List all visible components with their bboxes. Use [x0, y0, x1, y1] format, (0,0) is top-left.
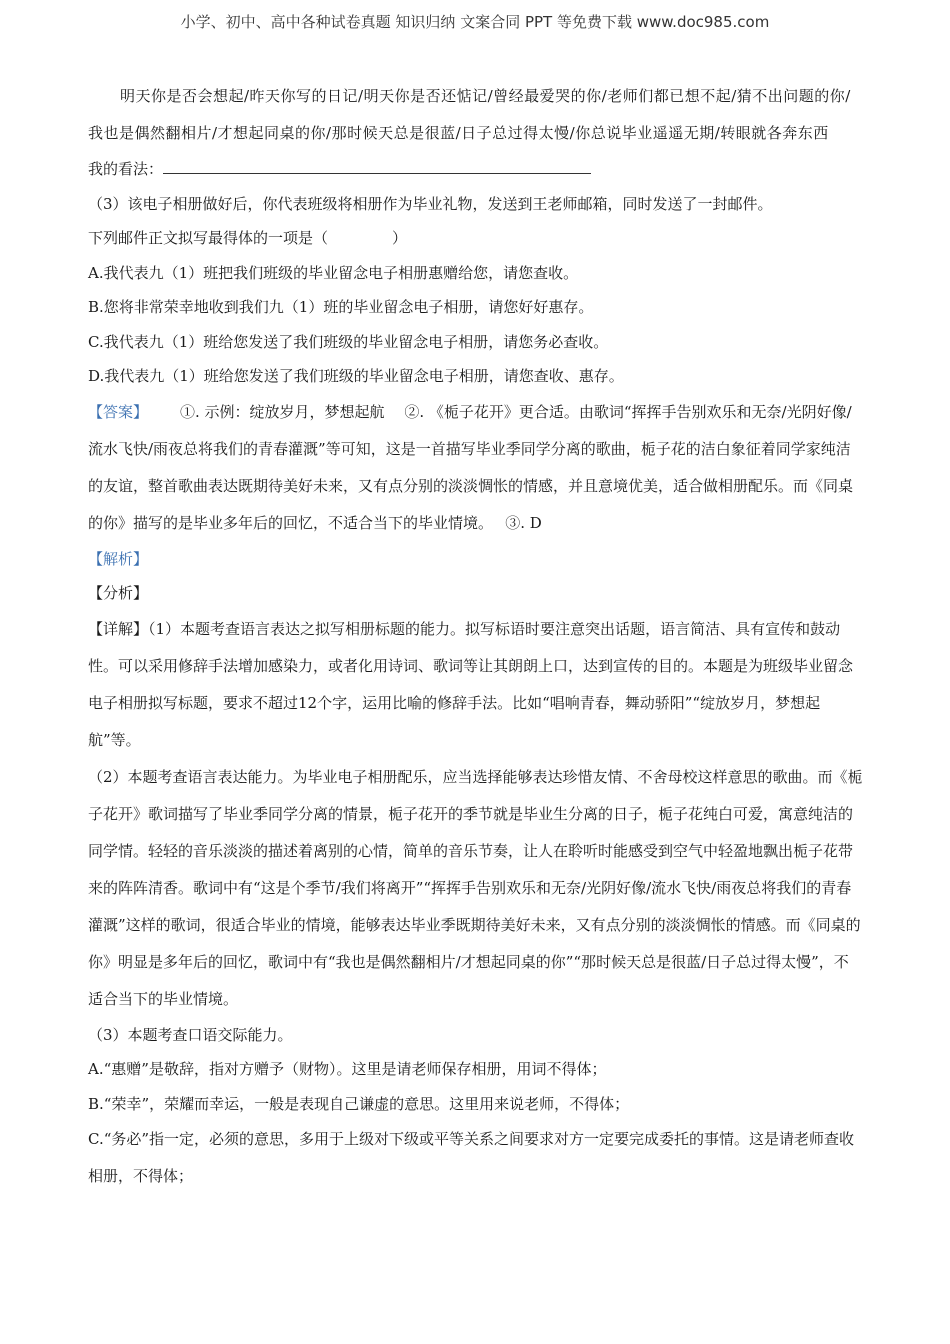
detail-3-item-a: A.“惠赠”是敬辞，指对方赠予（财物）。这里是请老师保存相册，用词不得体；	[88, 1060, 607, 1078]
question-3-close-paren: ）	[392, 229, 408, 247]
question-3-prompt: 下列邮件正文拟写最得体的一项是（	[88, 229, 329, 247]
detail-part-3-heading: （3）本题考查口语交际能力。	[88, 1025, 293, 1044]
document-body	[88, 78, 863, 1195]
option-a: A.我代表九（1）班把我们班级的毕业留念电子相册惠赠给您，请您查收。	[88, 263, 579, 282]
page-header: 小学、初中、高中各种试卷真题 知识归纳 文案合同 PPT 等免费下载 www.doc985.com	[180, 13, 770, 31]
detail-label: 【详解】	[88, 619, 149, 638]
detail-part-1	[88, 611, 863, 759]
option-d: D.我代表九（1）班给您发送了我们班级的毕业留念电子相册，请您查收、惠存。	[88, 367, 624, 385]
detail-part-2: （2）本题考查语言表达能力。为毕业电子相册配乐，应当选择能够表达珍惜友情、不舍母校这样意思的歌曲。而《栀子花开》歌词描写了毕业季同学分离的情景，栀子花开的季节就是毕业生分离的日子，栀子花纯白可爱，寓意纯洁的同学情。轻轻的音乐淡淡的描述着离别的心情，简单的音乐节奏，让人在聆听时能感受到空气中轻盈地飘出栀子花带来的阵阵清香。歌词中有“这是个季节/我们将离开”“挥挥手告别欢乐和无奈/光阴好像/流水飞快/雨夜总将我们的青春灌溉”这样的歌词，很适合毕业的情境，能够表达毕业季既期待美好未来，又有点分别的淡淡惆怅的情感。而《同桌的你》明显是多年后的回忆，歌词中有“我也是偶然翻相片/才想起同桌的你”“那时候天总是很蓝/日子总过得太慢”，不适合当下的毕业情境。	[88, 767, 863, 1008]
detail-3-item-b: B.“荣幸”，荣耀而幸运，一般是表现自己谦虚的意思。这里用来说老师，不得体；	[88, 1094, 630, 1113]
detail-1-text: （1）本题考查语言表达之拟写相册标题的能力。拟写标语时要注意突出话题，语言简洁、具有宣传和鼓动性。可以采用修辞手法增加感染力，或者化用诗词、歌词等让其朗朗上口，达到宣传的目的。本题是为班级毕业留念电子相册拟写标题，要求不超过12个字，运用比喻的修辞手法。比如“唱响青春，舞动骄阳”“绽放岁月，梦想起航”等。	[88, 619, 854, 749]
answer-blank	[163, 157, 591, 174]
analysis-subheading: 【分析】	[88, 584, 149, 602]
option-c: C.我代表九（1）班给您发送了我们班级的毕业留念电子相册，请您务必查收。	[88, 332, 609, 351]
detail-3-item-c: C.“务必”指一定，必须的意思，多用于上级对下级或平等关系之间要求对方一定要完成委托的事情。这是请老师查收相册，不得体；	[88, 1130, 855, 1185]
question-3-line-2	[88, 221, 863, 256]
answer-block	[88, 394, 863, 542]
view-line	[88, 152, 863, 187]
option-b: B.您将非常荣幸地收到我们九（1）班的毕业留念电子相册，请您好好惠存。	[88, 298, 594, 316]
analysis-label: 【解析】	[88, 549, 149, 568]
lyrics-passage: 明天你是否会想起/昨天你写的日记/明天你是否还惦记/曾经最爱哭的你/老师们都已想不起/猜不出问题的你/我也是偶然翻相片/才想起同桌的你/那时候天总是很蓝/日子总过得太慢/你总说毕业遥遥无期/转眼就各奔东西	[88, 87, 851, 142]
answer-label: 【答案】	[88, 402, 149, 421]
question-3-line-1: （3）该电子相册做好后，你代表班级将相册作为毕业礼物，发送到王老师邮箱，同时发送了一封邮件。	[88, 194, 773, 213]
answer-text: ①. 示例：绽放岁月，梦想起航 ②. 《栀子花开》更合适。由歌词“挥挥手告别欢乐和无奈/光阴好像/流水飞快/雨夜总将我们的青春灌溉”等可知，这是一首描写毕业季同学分离的歌曲，栀子花的洁白象征着同学家纯洁的友谊，整首歌曲表达既期待美好未来，又有点分别的淡淡惆怅的情感，并且意境优美，适合做相册配乐。而《同桌的你》描写的是毕业多年后的回忆，不适合当下的毕业情境。 ③. D	[88, 402, 854, 532]
view-label: 我的看法：	[88, 160, 164, 178]
